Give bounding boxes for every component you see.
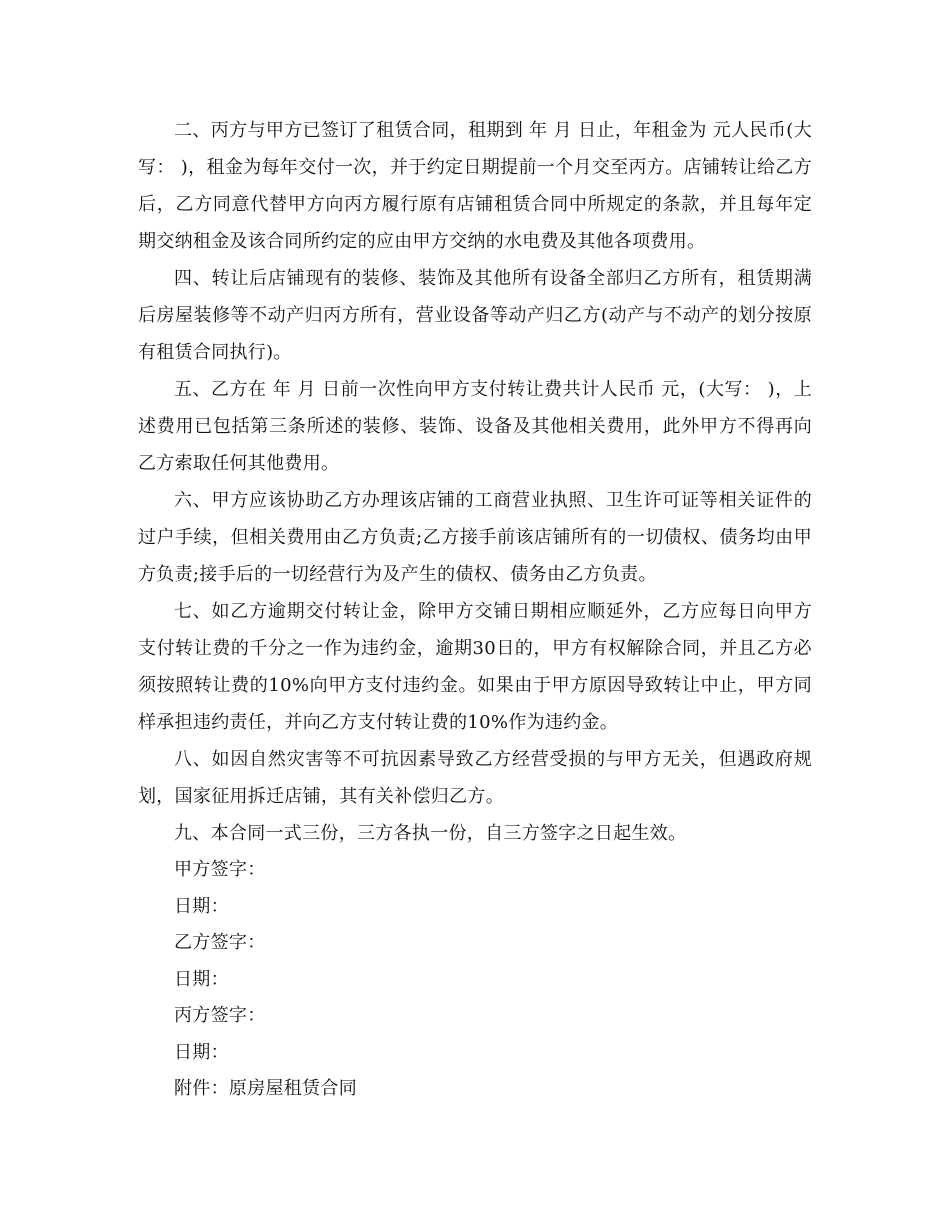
party-a-date-label: 日期：: [174, 895, 229, 917]
attachment-note: 附件：原房屋租赁合同: [174, 1078, 357, 1099]
party-b-date-label: 日期：: [174, 968, 229, 990]
clause-4-fixtures-ownership: 四、转让后店铺现有的装修、装饰及其他所有设备全部归乙方所有，租赁期满后房屋装修等不动产归丙方所有，营业设备等动产归乙方(动产与不动产的划分按原有租赁合同执行)。: [138, 268, 812, 363]
party-a-signature-label: 甲方签字：: [174, 859, 266, 880]
clause-7-late-payment: 七、如乙方逾期交付转让金，除甲方交铺日期相应顺延外，乙方应每日向甲方支付转让费的千分之一作为违约金，逾期30日的，甲方有权解除合同，并且乙方必须按照转让费的10%向甲方支付违约金。如果由于甲方原因导致转让中止，甲方同样承担违约责任，并向乙方支付转让费的10%作为违约金。: [138, 601, 812, 733]
clause-5-transfer-fee: 五、乙方在 年 月 日前一次性向甲方支付转让费共计人民币 元，(大写： )，上述费用已包括第三条所述的装修、装饰、设备及其他相关费用，此外甲方不得再向乙方索取任何其他费用。: [138, 379, 812, 474]
party-c-date-label: 日期：: [174, 1041, 229, 1063]
clause-8-force-majeure: 八、如因自然灾害等不可抗因素导致乙方经营受损的与甲方无关，但遇政府规划，国家征用拆迁店铺，其有关补偿归乙方。: [138, 749, 812, 807]
clause-6-license-transfer: 六、甲方应该协助乙方办理该店铺的工商营业执照、卫生许可证等相关证件的过户手续，但相关费用由乙方负责;乙方接手前该店铺所有的一切债权、债务均由甲方负责;接手后的一切经营行为及产生的债权、债务由乙方负责。: [138, 490, 812, 585]
party-c-signature-label: 丙方签字：: [174, 1005, 266, 1026]
party-b-signature-label: 乙方签字：: [174, 932, 266, 953]
contract-page: [138, 112, 812, 1108]
clause-2-rent-contract: 二、丙方与甲方已签订了租赁合同，租期到 年 月 日止，年租金为 元人民币(大写： )，租金为每年交付一次，并于约定日期提前一个月交至丙方。店铺转让给乙方后，乙方同意代替甲方向丙方履行原有店铺租赁合同中所规定的条款，并且每年定期交纳租金及该合同所约定的应由甲方交纳的水电费及其他各项费用。: [138, 120, 812, 252]
clause-9-effectiveness: 九、本合同一式三份，三方各执一份，自三方签字之日起生效。: [174, 823, 687, 844]
